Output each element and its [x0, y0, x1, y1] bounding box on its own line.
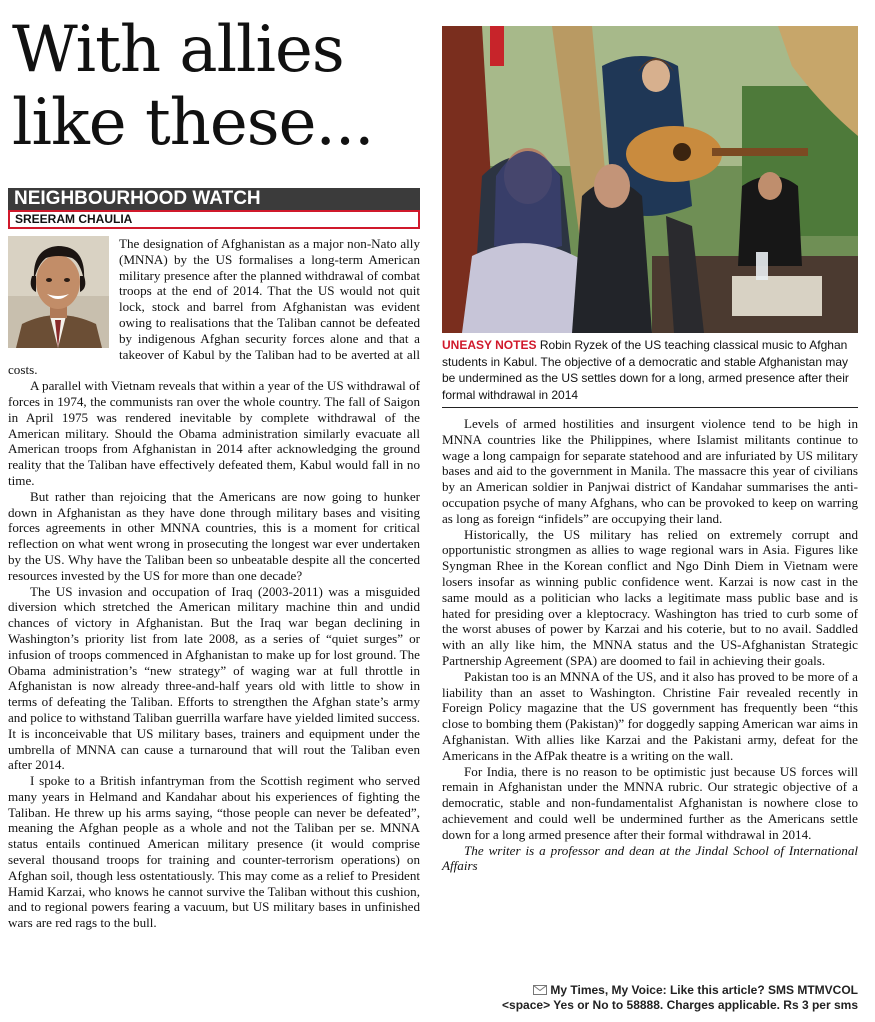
column-kicker: NEIGHBOURHOOD WATCH	[8, 188, 420, 210]
article-paragraph: A parallel with Vietnam reveals that within a year of the US withdrawal of forces in 1974, the communists ran over the whole country. The fall of Saigon in April 1975 was rendered inevitable by complete withdrawal of the American military. Should the Obama administration similarly evacuate all American troops from Afghanistan in 2014 after acknowledging the ground reality that the Taliban have effectively defeated them, Kabul would fall in no time.	[8, 378, 420, 488]
article-left-column	[8, 236, 420, 931]
reader-feedback-note	[460, 983, 858, 1013]
article-paragraph: The US invasion and occupation of Iraq (2003-2011) was a misguided diversion which stretched the American military machine thin and undid chances of victory in Afghanistan. But the Iraq war began declining in Washington’s priority list from late 2008, as a series of “quiet surges” or infusion of troops commenced in Afghanistan to make up for lost ground. The Obama administration’s “new strategy” of waging war at full throttle in Afghanistan is now already three-and-half years old with little to show in terms of defeating the Taliban. Efforts to strengthen the Afghan state’s army and police to withstand Taliban guerrilla warfare have yielded limited success. It is inconceivable that US military bases, trainers and equipment under the umbrella of MNNA can cause a turnaround that will rout the Taliban even after 2014.	[8, 583, 420, 773]
headline-line-2: like these...	[12, 86, 374, 160]
author-byline: SREERAM CHAULIA	[8, 210, 420, 229]
headline-line-1: With allies	[12, 13, 344, 87]
reader-note-line-1: My Times, My Voice: Like this article? SMS MTMVCOL	[550, 983, 858, 997]
envelope-icon	[533, 985, 547, 995]
headline	[12, 14, 432, 160]
caption-text: Robin Ryzek of the US teaching classical music to Afghan students in Kabul. The objective of a democratic and stable Afghanistan may be undermined as the US settles down for a long, armed presence after their formal withdrawal in 2014	[442, 338, 849, 402]
caption-label: UNEASY NOTES	[442, 338, 537, 352]
article-photo	[442, 26, 858, 333]
article-paragraph: I spoke to a British infantryman from the Scottish regiment who served many years in Helmand and Kandahar about his experiences of fighting the Taliban. He threw up his arms saying, “those people can never be defeated”, meaning the Afghan people as a whole and not the Taliban per se. MNNA status entails continued American military presence (it would comprise several thousand troops for training and counter-terrorism operations) on Afghan soil, though less ostentatiously. This may come as a relief to President Hamid Karzai, who knows he cannot survive the Taliban without this cushion, and to regional powers fearing a vacuum, but US military bases in unfinished wars are red rags to the bull.	[8, 773, 420, 931]
article-paragraph: Pakistan too is an MNNA of the US, and it also has proved to be more of a liability than an asset to Washington. Christine Fair revealed recently in Foreign Policy magazine that the US government has frequently been “this close to bombing them (Pakistan)” for doggedly sapping American war aims in Afghanistan. With allies like Karzai and the Pakistani army, defeat for the Americans in the AfPak theatre is a writing on the wall.	[442, 668, 858, 763]
author-note: The writer is a professor and dean at the Jindal School of International Affairs	[442, 842, 858, 874]
photo-caption	[442, 337, 858, 408]
article-paragraph: For India, there is no reason to be optimistic just because US forces will remain in Afghanistan under the MNNA rubric. Our strategic objective of a democratic, stable and non-fundamentalist Afghanistan is nowhere close to achievement and could well be undermined further as the Americans settle down for a long armed presence after their formal withdrawal in 2014.	[442, 763, 858, 842]
article-paragraph: The designation of Afghanistan as a major non-Nato ally (MNNA) by the US formalises a long-term American military presence after the planned withdrawal of combat troops at the end of 2014. That the US would not quit lock, stock and barrel from Afghanistan was evident owing to realisations that the Taliban cannot be defeated by indigenous Afghan security forces alone and that a takeover of Kabul by the Taliban had to be averted at all costs.	[8, 236, 420, 378]
article-paragraph: Levels of armed hostilities and insurgent violence tend to be high in MNNA countries like the Philippines, where Islamist militants continue to wage a long campaign for separate statehood and are infuriated by US military bases and aid to the government in Manila. The massacre this year of civilians by an American soldier in Panjwai district of Kandahar summarises the anti-occupation psyche of many Afghans, who can be provoked to keep on warring as long as foreign “infidels” are occupying their land.	[442, 416, 858, 526]
reader-note-line-2: <space> Yes or No to 58888. Charges applicable. Rs 3 per sms	[502, 998, 858, 1012]
article-right-column	[442, 416, 858, 874]
article-paragraph: But rather than rejoicing that the Americans are now going to hunker down in Afghanistan as they have done through military bases and visiting forces agreements in other MNNA countries, this is a moment for critical reflection on what went wrong in prosecuting the longest war ever undertaken by the US. Why have the Taliban been so unbeatable despite all the concerted resources invested by the US for more than one decade?	[8, 488, 420, 583]
article-paragraph: Historically, the US military has relied on extremely corrupt and opportunistic strongmen as allies to wage regional wars in Asia. Figures like Syngman Rhee in the Korean conflict and Ngo Dinh Diem in Vietnam were losers insofar as winning public confidence went. Karzai is now cast in the same mould as a politician who lacks a legitimate mass public base and is hated for presiding over a kleptocracy. Washington has tried to curb some of the worst abuses of power by Karzai and his coterie, but to no avail. Saddled with an ally like him, the MNNA status and the US-Afghanistan Strategic Partnership Agreement (SPA) are doomed to fail in achieving their goals.	[442, 526, 858, 668]
